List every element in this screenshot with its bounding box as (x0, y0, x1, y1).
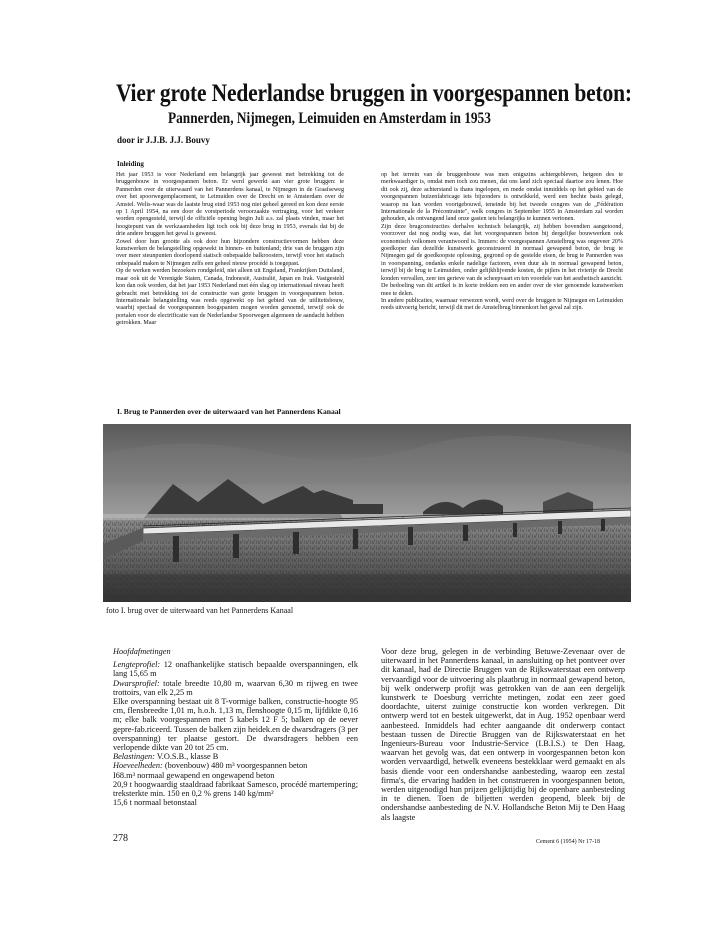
paragraph: op het terrein van de bruggenbouw was men enigszins achtergebleven, hetgeen des te merkwaardiger is, omdat men toch zou menen, dat ons land zich speciaal daartoe zou lenen. Hoe dit ook zij, deze achterstand is thans ingelopen, en mede omdat inmiddels op het gebied van de voorgespannen buizenfabricage iets bijzonders is ontwikkeld, werd een hechte basis gelegd, waarop nu kan worden voortgebouwd, teneinde bij het tweede congres van de „Fédération Internationale de la Précontrainte", welk congres in September 1955 in Amsterdam zal worden gehouden, als ontvangend land onze gasten iets belangrijks te kunnen vertonen. (381, 172, 623, 223)
spec-belastingen: Belastingen: V.O.S.B., klasse B (113, 752, 219, 762)
article-title: Vier grote Nederlandse bruggen in voorgespannen beton: (116, 80, 632, 107)
bridge-photo (103, 424, 631, 602)
spec-lengteprofiel: Lengteprofiel: 12 onafhankelijke statisch bepaalde overspanningen, elk lang 15,65 m (113, 660, 358, 679)
paragraph: Op de werken werden bezoekers rondgeleid, niet alleen uit Engeland, Frankrijken Duitsland, maar ook uit de Verenigde Staten, Canada, Indonesië, Australië, Japan en Irak. Vastgesteld kon dan ook worden, dat het jaar 1953 Nederland met één slag op internationaal niveau heeft gebracht met betrekking tot de constructie van grote bruggen in voorgespannen beton. Internationale belangstelling was reeds opgewekt op het gebied van de utiliteitsbouw, waarbij speciaal de voorgespannen boogspanten mogen worden genoemd, terwijl ook de portalen voor de electrificatie van de Nederlandse Spoorwegen algemeen de aandacht hebben getrokken. Maar (116, 268, 344, 327)
paragraph: Zijn deze brugconstructies derhalve technisch belangrijk, zij hebben bovendien aangetoond, voorzover dat nog nodig was, dat het voorgespannen beton bij dergelijke bouwwerken ook economisch volkomen verantwoord is. Immers: de voorgespannen Amstelbrug was ongeveer 20% goedkoper dan dezelfde kunstwerk geconstrueerd in normaal gewapend beton, de brug te Nijmegen gaf de goedkoopste oplossing, gegrond op de gestelde eisen, de brug te Pannerden was in voorspanning, ondanks enkele nadelige factoren, even duur als in normaal gewapend beton, terwijl bij de brug te Leimuiden, onder gelijkblijvende kosten, de pijlers in het rivierije de Drecht konden vervallen, zeer ten gerieve van de scheepvaart en ten voordele van het aesthetisch aanzicht. (381, 223, 623, 282)
intro-left-column (116, 172, 344, 328)
paragraph: Zowel door hun grootte als ook door hun bijzondere constructievormen hebben deze kunstwerken de belangstelling opgewekt in binnen- en buitenland; drie van de bruggen zijn over meer steunpunten doorlopend statisch onbepaalde balkroosters, terwijl voor het statisch onbepaald maken te Nijmegen zelfs een geheel nieuw procédé is toegepast. (116, 238, 344, 267)
paragraph: De bedoeling van dit artikel is in korte trekken een en ander over de vier genoemde kunstwerken mee te delen. (381, 283, 623, 297)
paragraph: Het jaar 1953 is voor Nederland een belangrijk jaar geweest met betrekking tot de bruggenbouw in voorgespannen beton. Er werd gewerkt aan vier grote bruggen: te Pannerden over de uiterwaard van het Pannerdens kanaal, te Nijmegen in de Graafseweg over het spoorwegemplacement, te Leimuiden over de Drecht en te Amsterdam over de Amstel. Welis-waar was de laatste brug eind 1953 nog niet geheel gereed en kon deze eerste op 1 April 1954, na een door de vorstperiode veroorzaakte vertraging, voor het verkeer worden opengesteld, terwijl de officiële opening begin Juli a.s. zal plaats vinden, maar het hoogtepunt van de werkzaamheden ligt toch ook bij deze brug in 1953, evenals dat bij de drie andere bruggen het geval is geweest. (116, 172, 344, 238)
author-line: door ir J.J.B. J.J. Bouvy (117, 135, 210, 145)
body-right-column (381, 647, 625, 822)
article-subtitle: Pannerden, Nijmegen, Leimuiden en Amsterdam in 1953 (168, 110, 491, 127)
spec-hoeveelheden-line: 15,6 t normaal betonstaal (113, 798, 197, 808)
spec-hoeveelheden-line: I68.m³ normaal gewapend en ongewapend beton (113, 770, 275, 780)
spec-hoeveelheden: Hoeveelheden: (bovenbouw) 480 m³ voorgespannen beton (113, 761, 308, 771)
page-number: 278 (113, 833, 128, 844)
section-heading: Inleiding (117, 160, 144, 168)
paragraph: Voor deze brug, gelegen in de verbinding Betuwe-Zevenaar over de uiterwaard in het Pannerdens kanaal, in aansluiting op het pontveer over dit kanaal, had de Directie Bruggen van de Rijkswaterstaat een ontwerp vervaardigd voor de uitvoering als plaatbrug in normaal gewapend beton, bij welk onderwerp profijt was getrokken van de aan een dergelijk kunstwerk te Doesburg verrichte metingen, zodat een zeer goed doordachte, uiterst zuinige constructie kon worden verkregen. Dit ontwerp werd tot en bestek uitgewerkt, dat in Aug. 1952 openbaar werd aanbesteed. Inmiddels had echter aangaande dit onderwerp contact bestaan tussen de Directie Bruggen van de Rijkswaterstaat en het Ingenieurs-Bureau voor Industrie-Service (I.B.I.S.) te Den Haag, waarvan het gevolg was, dat een ontwerp in voorgespannen beton kon worden vervaardigd, hetwelk eveneens bestekklaar werd gemaakt en als basis diende voor een ondershandse aanbesteding, waarop een zestal firma's, die ervaring hadden in het construeren in voorgespannen beton, werden uitgenodigd hun prijzen gelijktijdig bij de openbare aanbesteding in te dienen. Toen de biljetten werden geopend, bleek bij de ondershandse aanbesteding de N.V. Hollandsche Beton Mij te Den Haag als laagste (381, 647, 625, 822)
spec-paragraph: Elke overspanning bestaat uit 8 T-vormige balken, constructie-hoogte 95 cm, flensbreedte 1,01 m, h.o.h. 1,13 m, flenshoogte 0,15 m, lijfdikte 0,16 m; elke balk voorgespannen met 5 kabels 12 F 5; balken op de oever gepre-fab.riceerd. Tussen de balken zijn heidek.en de dwarsdragers (3 per overspanning) ter plaatse gestort. De dwarsdragers hebben een verlopende dikte van 20 tot 25 cm. (113, 697, 358, 753)
journal-footer: Cement 6 (1954) Nr 17-18 (536, 839, 600, 845)
spec-dwarsprofiel: Dwarsprofiel: totale breedte 10,80 m, waarvan 6,30 m rijweg en twee trottoirs, van elk 2,25 m (113, 678, 358, 697)
figure-caption: I. Brug te Pannerden over de uiterwaard van het Pannerdens Kanaal (117, 407, 341, 416)
intro-right-column (381, 172, 623, 313)
dimensions-column (113, 647, 358, 807)
photo-caption: foto I. brug over de uiterwaard van het Pannerdens Kanaal (106, 606, 294, 615)
spec-hoeveelheden-line: 20,9 t hoogwaardig staaldraad fabrikaat Samesco, procédé martempering; treksterkte min. 150 en 0,2 % grens 140 kg/mm² (113, 779, 358, 799)
paragraph: In andere publicaties, waarnaar verwezen wordt, werd over de bruggen te Nijmegen en Leimuiden reeds uitvoerig bericht, terwijl dit met de Amstelbrug binnenkort het geval zal zijn. (381, 297, 623, 312)
spec-heading: Hoofdafmetingen (113, 647, 171, 656)
